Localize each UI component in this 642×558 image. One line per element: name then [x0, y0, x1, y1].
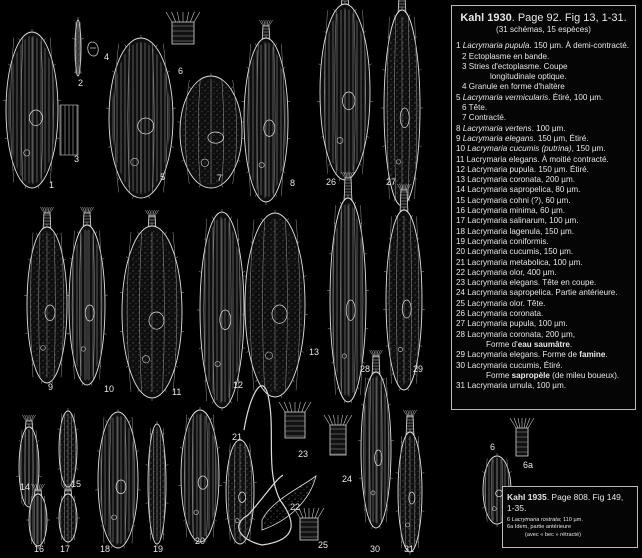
legend-text: Lacrymaria cucumis, Étiré.	[467, 360, 563, 370]
organism-drawing	[72, 17, 83, 76]
organism-head-drawing	[166, 12, 200, 44]
kahl1935-title-ref: . Page 808. Fig 149, 1-35.	[507, 492, 624, 513]
legend-text: Lacrymaria coniformis.	[467, 236, 549, 246]
legend-number: 2	[462, 51, 467, 61]
legend-item	[456, 72, 631, 82]
legend-number: 6	[462, 103, 467, 113]
figure-number: 22	[290, 502, 301, 512]
organism-head-drawing	[294, 508, 324, 540]
legend-item	[456, 258, 631, 268]
figure-number: 13	[309, 347, 320, 357]
organism-drawing	[95, 409, 141, 548]
legend-number: 17	[456, 216, 466, 226]
figure-number: 23	[298, 449, 309, 459]
figure-number: 6	[490, 442, 496, 452]
figure-number: 10	[104, 384, 115, 394]
legend-text: Lacrymaria elegans. Forme de	[467, 350, 580, 360]
figure-number: 18	[100, 544, 111, 554]
legend-item	[456, 361, 631, 371]
legend-text: Lacrymaria pupula, 100 µm.	[467, 319, 568, 329]
legend-text: Lacrymaria cohni (?), 60 µm.	[467, 195, 571, 205]
organism-drawing	[242, 210, 308, 398]
legend-text: Lacrymaria olor. Tête.	[467, 298, 546, 308]
kahl1935-number: 6a	[507, 524, 514, 531]
legend-text: Lacrymaria elegans. À moitié contracté.	[466, 154, 609, 164]
legend-number: 3	[462, 61, 467, 71]
ectoplasm-section-drawing	[60, 105, 78, 155]
figure-number: 8	[290, 178, 296, 188]
legend-number: 15	[456, 195, 466, 205]
organism-drawing	[120, 210, 184, 401]
legend-item	[456, 124, 631, 134]
legend-number: 14	[456, 185, 466, 195]
legend-panel	[451, 5, 636, 410]
legend-text: Lacrymaria pupula. 150 µm. Étiré.	[467, 164, 589, 174]
legend-text: Lacrymaria coronata, 200 µm,	[467, 329, 575, 339]
legend-list	[456, 41, 631, 391]
kahl1935-text: Idem, partie antérieure	[514, 524, 572, 531]
figure-number: 7	[217, 173, 223, 183]
kahl1935-box	[502, 486, 638, 548]
figure-number: 15	[71, 479, 82, 489]
figure-number: 28	[360, 364, 371, 374]
legend-text: Lacrymaria lagenula, 150 µm.	[467, 226, 575, 236]
legend-text: longitudinale optique.	[490, 72, 567, 82]
legend-text: Contracté.	[468, 113, 507, 123]
figure-number: 27	[386, 177, 397, 187]
legend-item	[456, 299, 631, 309]
legend-number: 26	[456, 309, 466, 319]
legend-number: 5	[456, 92, 461, 102]
legend-item	[456, 103, 631, 113]
legend-item	[456, 371, 631, 381]
figure-number: 20	[195, 536, 206, 546]
legend-bold: eau saumâtre	[517, 339, 570, 349]
legend-text: Lacrymaria coronata.	[467, 309, 544, 319]
kahl1935-species: Lacrymaria rostrata	[511, 517, 560, 523]
legend-item	[456, 185, 631, 195]
legend-item	[456, 309, 631, 319]
organism-drawing	[58, 408, 82, 490]
legend-text: . 150 µm, Étiré.	[533, 133, 589, 143]
legend-item	[456, 350, 631, 360]
legend-text: Stries d'ectoplasme. Coupe	[468, 61, 568, 71]
legend-number: 12	[456, 164, 466, 174]
legend-number: 13	[456, 175, 466, 185]
figure-number: 30	[370, 544, 381, 554]
legend-item	[456, 113, 631, 123]
legend-bold: sapropèle	[511, 370, 550, 380]
kahl1935-text: ; 110 µm.	[559, 517, 583, 523]
legend-number: 16	[456, 206, 466, 216]
legend-item	[456, 52, 631, 62]
legend-subtitle: (31 schémas, 15 espèces)	[496, 25, 591, 34]
organism-drawing	[396, 410, 425, 555]
figure-number: 1	[49, 180, 55, 190]
legend-text: .	[569, 339, 573, 349]
legend-item	[456, 144, 631, 154]
legend-text: . 150 µm. À demi-contracté.	[529, 41, 629, 51]
figure-number: 19	[153, 544, 164, 554]
legend-number: 23	[456, 278, 466, 288]
figure-number: 21	[232, 432, 243, 442]
figure-number: 24	[342, 474, 353, 484]
organism-head-drawing	[279, 402, 311, 438]
organism-drawing	[223, 437, 256, 544]
kahl1935-text: (avec « bec » rétracté)	[525, 531, 581, 538]
figure-number: 17	[60, 544, 71, 554]
legend-text: . Étiré, 100 µm.	[548, 92, 604, 102]
kahl1935-list	[507, 517, 633, 539]
figure-number: 25	[318, 540, 329, 550]
kahl1935-title	[507, 492, 633, 514]
legend-species: Lacrymaria pupula	[462, 41, 530, 51]
legend-number: 24	[456, 288, 466, 298]
legend-text: Granule en forme d'haltère	[468, 82, 565, 92]
figure-number: 31	[404, 544, 415, 554]
legend-item	[456, 155, 631, 165]
figure-number: 9	[48, 382, 54, 392]
organism-drawing	[66, 207, 108, 386]
legend-bold: famine	[579, 350, 606, 360]
legend-text: Lacrymaria coronata, 200 µm.	[467, 175, 575, 185]
legend-item	[456, 41, 631, 51]
legend-number: 19	[456, 236, 466, 246]
legend-text: .	[605, 350, 608, 360]
organism-drawing	[24, 207, 70, 384]
legend-item	[456, 165, 631, 175]
organism-drawing	[242, 20, 291, 205]
legend-species: Lacrymaria cucumis (putrina)	[467, 144, 572, 154]
legend-item	[456, 268, 631, 278]
legend-item	[456, 330, 631, 340]
legend-item	[456, 288, 631, 298]
organism-drawing	[3, 29, 61, 189]
figure-number: 29	[413, 364, 424, 374]
figure-number: 4	[104, 52, 110, 62]
legend-number: 29	[456, 350, 466, 360]
legend-number: 20	[456, 247, 466, 257]
legend-number: 25	[456, 298, 466, 308]
organism-drawing	[56, 484, 80, 545]
legend-text: Lacrymaria elegans. Tête en coupe.	[467, 278, 597, 288]
legend-item	[456, 227, 631, 237]
legend-number: 21	[456, 257, 466, 267]
organism-drawing	[178, 407, 222, 542]
legend-title-ref: . Page 92. Fig 13, 1-31.	[511, 12, 627, 24]
legend-text: Lacrymaria salinarum, 100 µm.	[467, 216, 579, 226]
figure-number: 6	[178, 66, 184, 76]
legend-number: 31	[456, 381, 466, 391]
organism-head-drawing	[510, 418, 534, 456]
figure-number: 3	[74, 154, 80, 164]
legend-item	[456, 82, 631, 92]
legend-item	[456, 196, 631, 206]
legend-text: , 150 µm.	[571, 144, 606, 154]
legend-number: 1	[456, 41, 461, 51]
legend-number: 8	[456, 123, 461, 133]
granule-drawing	[88, 42, 99, 56]
legend-text: Ectoplasme en bande.	[468, 51, 550, 61]
legend-number: 9	[456, 133, 461, 143]
organism-drawing	[317, 0, 373, 181]
kahl1935-number: 6	[507, 517, 511, 523]
figure-number: 12	[233, 380, 244, 390]
organism-drawing	[106, 35, 175, 199]
organism-drawing	[146, 421, 169, 547]
legend-text: Forme d'	[486, 339, 518, 349]
legend-number: 4	[462, 82, 467, 92]
figure-number: 2	[78, 78, 84, 88]
organism-head-drawing	[324, 415, 352, 455]
legend-title	[456, 12, 631, 25]
legend-species: Lacrymaria vermicularis	[462, 92, 549, 102]
figure-number: 14	[20, 482, 31, 492]
legend-item	[456, 93, 631, 103]
legend-text: Lacrymaria sapropelica. Partie antérieure.	[467, 288, 618, 298]
legend-text: Lacrymaria sapropelica, 80 µm.	[467, 185, 581, 195]
legend-text: Lacrymaria olor, 400 µm.	[467, 267, 557, 277]
legend-text: Lacrymaria minima, 60 µm.	[467, 206, 566, 216]
legend-item	[456, 237, 631, 247]
legend-number: 11	[456, 154, 465, 164]
legend-number: 30	[456, 360, 466, 370]
legend-number: 10	[456, 144, 466, 154]
legend-number: 22	[456, 267, 466, 277]
legend-text: (de mileu boueux).	[549, 370, 620, 380]
legend-item	[456, 134, 631, 144]
legend-item	[456, 216, 631, 226]
kahl1935-item	[507, 524, 633, 531]
kahl1935-item	[507, 532, 633, 539]
legend-species: Lacrymaria vertens	[462, 123, 532, 133]
legend-text: Lacrymaria metabolica, 100 µm.	[467, 257, 583, 267]
legend-item	[456, 278, 631, 288]
legend-item	[456, 206, 631, 216]
legend-species: Lacrymaria elegans	[462, 133, 534, 143]
legend-item	[456, 381, 631, 391]
figure-number: 16	[34, 544, 45, 554]
legend-item	[456, 319, 631, 329]
figure-number: 6a	[523, 460, 534, 470]
legend-text: Forme	[486, 370, 512, 380]
legend-number: 18	[456, 226, 466, 236]
figure-number: 5	[160, 172, 166, 182]
legend-number: 7	[462, 113, 467, 123]
organism-drawing	[178, 73, 245, 188]
legend-text: Lacrymaria cucumis, 150 µm.	[467, 247, 574, 257]
legend-item	[456, 62, 631, 72]
legend-text: Tête.	[468, 103, 488, 113]
legend-number: 28	[456, 329, 466, 339]
legend-item	[456, 340, 631, 350]
legend-item	[456, 247, 631, 257]
legend-text: . 100 µm.	[531, 123, 566, 133]
legend-text: Lacrymaria urnula, 100 µm.	[467, 381, 566, 391]
organism-drawing	[358, 350, 394, 529]
kahl1935-title-author: Kahl 1935	[507, 492, 547, 502]
legend-number: 27	[456, 319, 466, 329]
figure-number: 26	[326, 177, 337, 187]
legend-title-author: Kahl 1930	[460, 12, 512, 24]
organism-drawing	[383, 184, 425, 391]
legend-item	[456, 175, 631, 185]
kahl1935-item	[507, 517, 633, 524]
figure-number: 11	[172, 387, 182, 397]
